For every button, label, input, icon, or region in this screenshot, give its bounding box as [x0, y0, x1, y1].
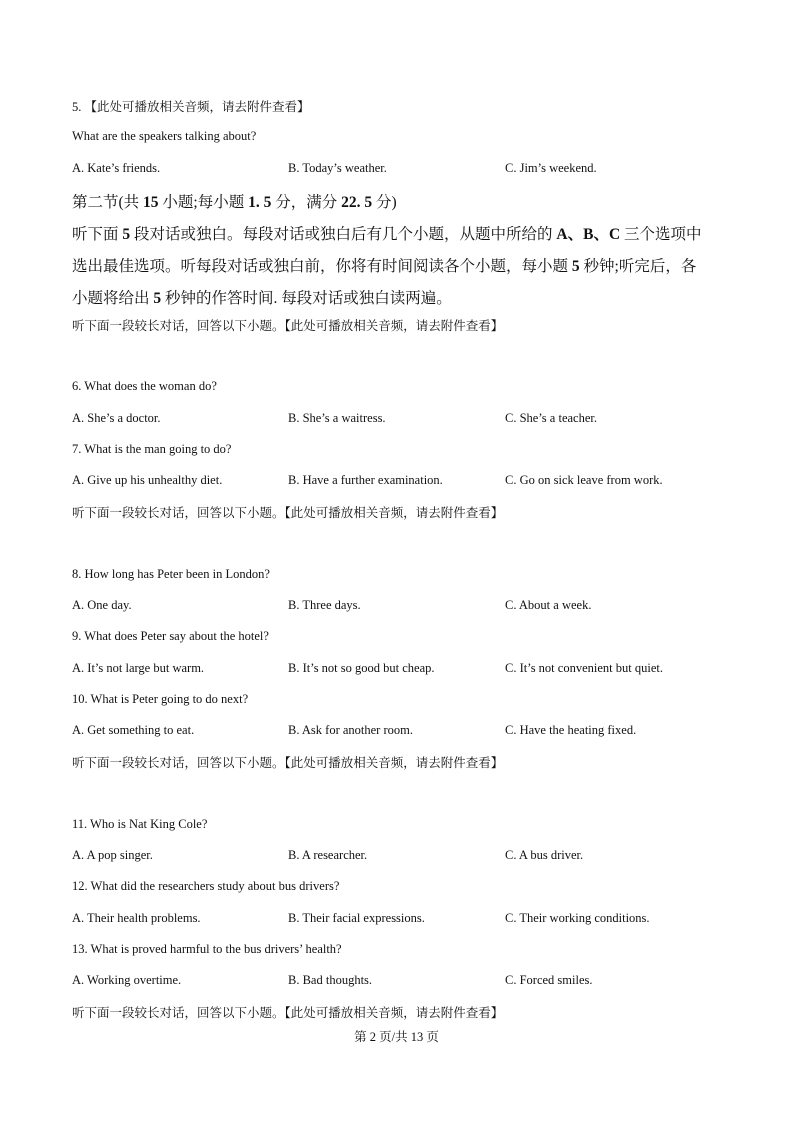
section2-instruction-2: 选出最佳选项。听每段对话或独白前，你将有时间阅读各个小题，每小题 5 秒钟;听完后，各 [72, 258, 697, 275]
q5-title: 5. 【此处可播放相关音频，请去附件查看】 [72, 100, 310, 114]
q7-option-b: B. Have a further examination. [288, 473, 443, 487]
audio-prompt-2: 听下面一段较长对话，回答以下小题。【此处可播放相关音频，请去附件查看】 [72, 506, 504, 520]
q12-option-b: B. Their facial expressions. [288, 911, 425, 925]
section2-heading: 第二节(共 15 小题;每小题 1. 5 分，满分 22. 5 分) [72, 194, 397, 211]
q6-question: 6. What does the woman do? [72, 379, 217, 393]
q9-option-c: C. It’s not convenient but quiet. [505, 661, 663, 675]
q13-option-b: B. Bad thoughts. [288, 973, 373, 987]
q7-option-c: C. Go on sick leave from work. [505, 473, 663, 487]
q11-question: 11. Who is Nat King Cole? [72, 817, 208, 831]
section2-instruction-1: 听下面 5 段对话或独白。每段对话或独白后有几个小题，从题中所给的 A、B、C 三个选项中 [72, 226, 702, 243]
q10-option-c: C. Have the heating fixed. [505, 723, 637, 737]
section2-instruction-3: 小题将给出 5 秒钟的作答时间. 每段对话或独白读两遍。 [72, 290, 452, 307]
q12-option-a: A. Their health problems. [72, 911, 201, 925]
audio-prompt-4: 听下面一段较长对话，回答以下小题。【此处可播放相关音频，请去附件查看】 [72, 1006, 504, 1020]
q6-option-c: C. She’s a teacher. [505, 411, 597, 425]
q5-option-b: B. Today’s weather. [288, 161, 387, 175]
q5-question: What are the speakers talking about? [72, 129, 257, 143]
q7-option-a: A. Give up his unhealthy diet. [72, 473, 223, 487]
q12-question: 12. What did the researchers study about bus drivers? [72, 879, 340, 893]
q6-option-a: A. She’s a doctor. [72, 411, 161, 425]
q5-option-a: A. Kate’s friends. [72, 161, 161, 175]
q9-option-a: A. It’s not large but warm. [72, 661, 205, 675]
q13-question: 13. What is proved harmful to the bus drivers’ health? [72, 942, 342, 956]
q12-option-c: C. Their working conditions. [505, 911, 650, 925]
q13-option-a: A. Working overtime. [72, 973, 182, 987]
q8-option-a: A. One day. [72, 598, 132, 612]
q7-question: 7. What is the man going to do? [72, 442, 232, 456]
q8-option-c: C. About a week. [505, 598, 592, 612]
q9-question: 9. What does Peter say about the hotel? [72, 629, 269, 643]
q8-question: 8. How long has Peter been in London? [72, 567, 270, 581]
audio-prompt-3: 听下面一段较长对话，回答以下小题。【此处可播放相关音频，请去附件查看】 [72, 756, 504, 770]
q10-option-b: B. Ask for another room. [288, 723, 413, 737]
q8-option-b: B. Three days. [288, 598, 361, 612]
audio-prompt-1: 听下面一段较长对话，回答以下小题。【此处可播放相关音频，请去附件查看】 [72, 319, 504, 333]
q13-option-c: C. Forced smiles. [505, 973, 593, 987]
q11-option-b: B. A researcher. [288, 848, 368, 862]
q11-option-c: C. A bus driver. [505, 848, 584, 862]
q11-option-a: A. A pop singer. [72, 848, 153, 862]
page-number: 第 2 页/共 13 页 [354, 1030, 439, 1044]
q10-option-a: A. Get something to eat. [72, 723, 195, 737]
q5-option-c: C. Jim’s weekend. [505, 161, 597, 175]
q9-option-b: B. It’s not so good but cheap. [288, 661, 435, 675]
q6-option-b: B. She’s a waitress. [288, 411, 386, 425]
q10-question: 10. What is Peter going to do next? [72, 692, 249, 706]
